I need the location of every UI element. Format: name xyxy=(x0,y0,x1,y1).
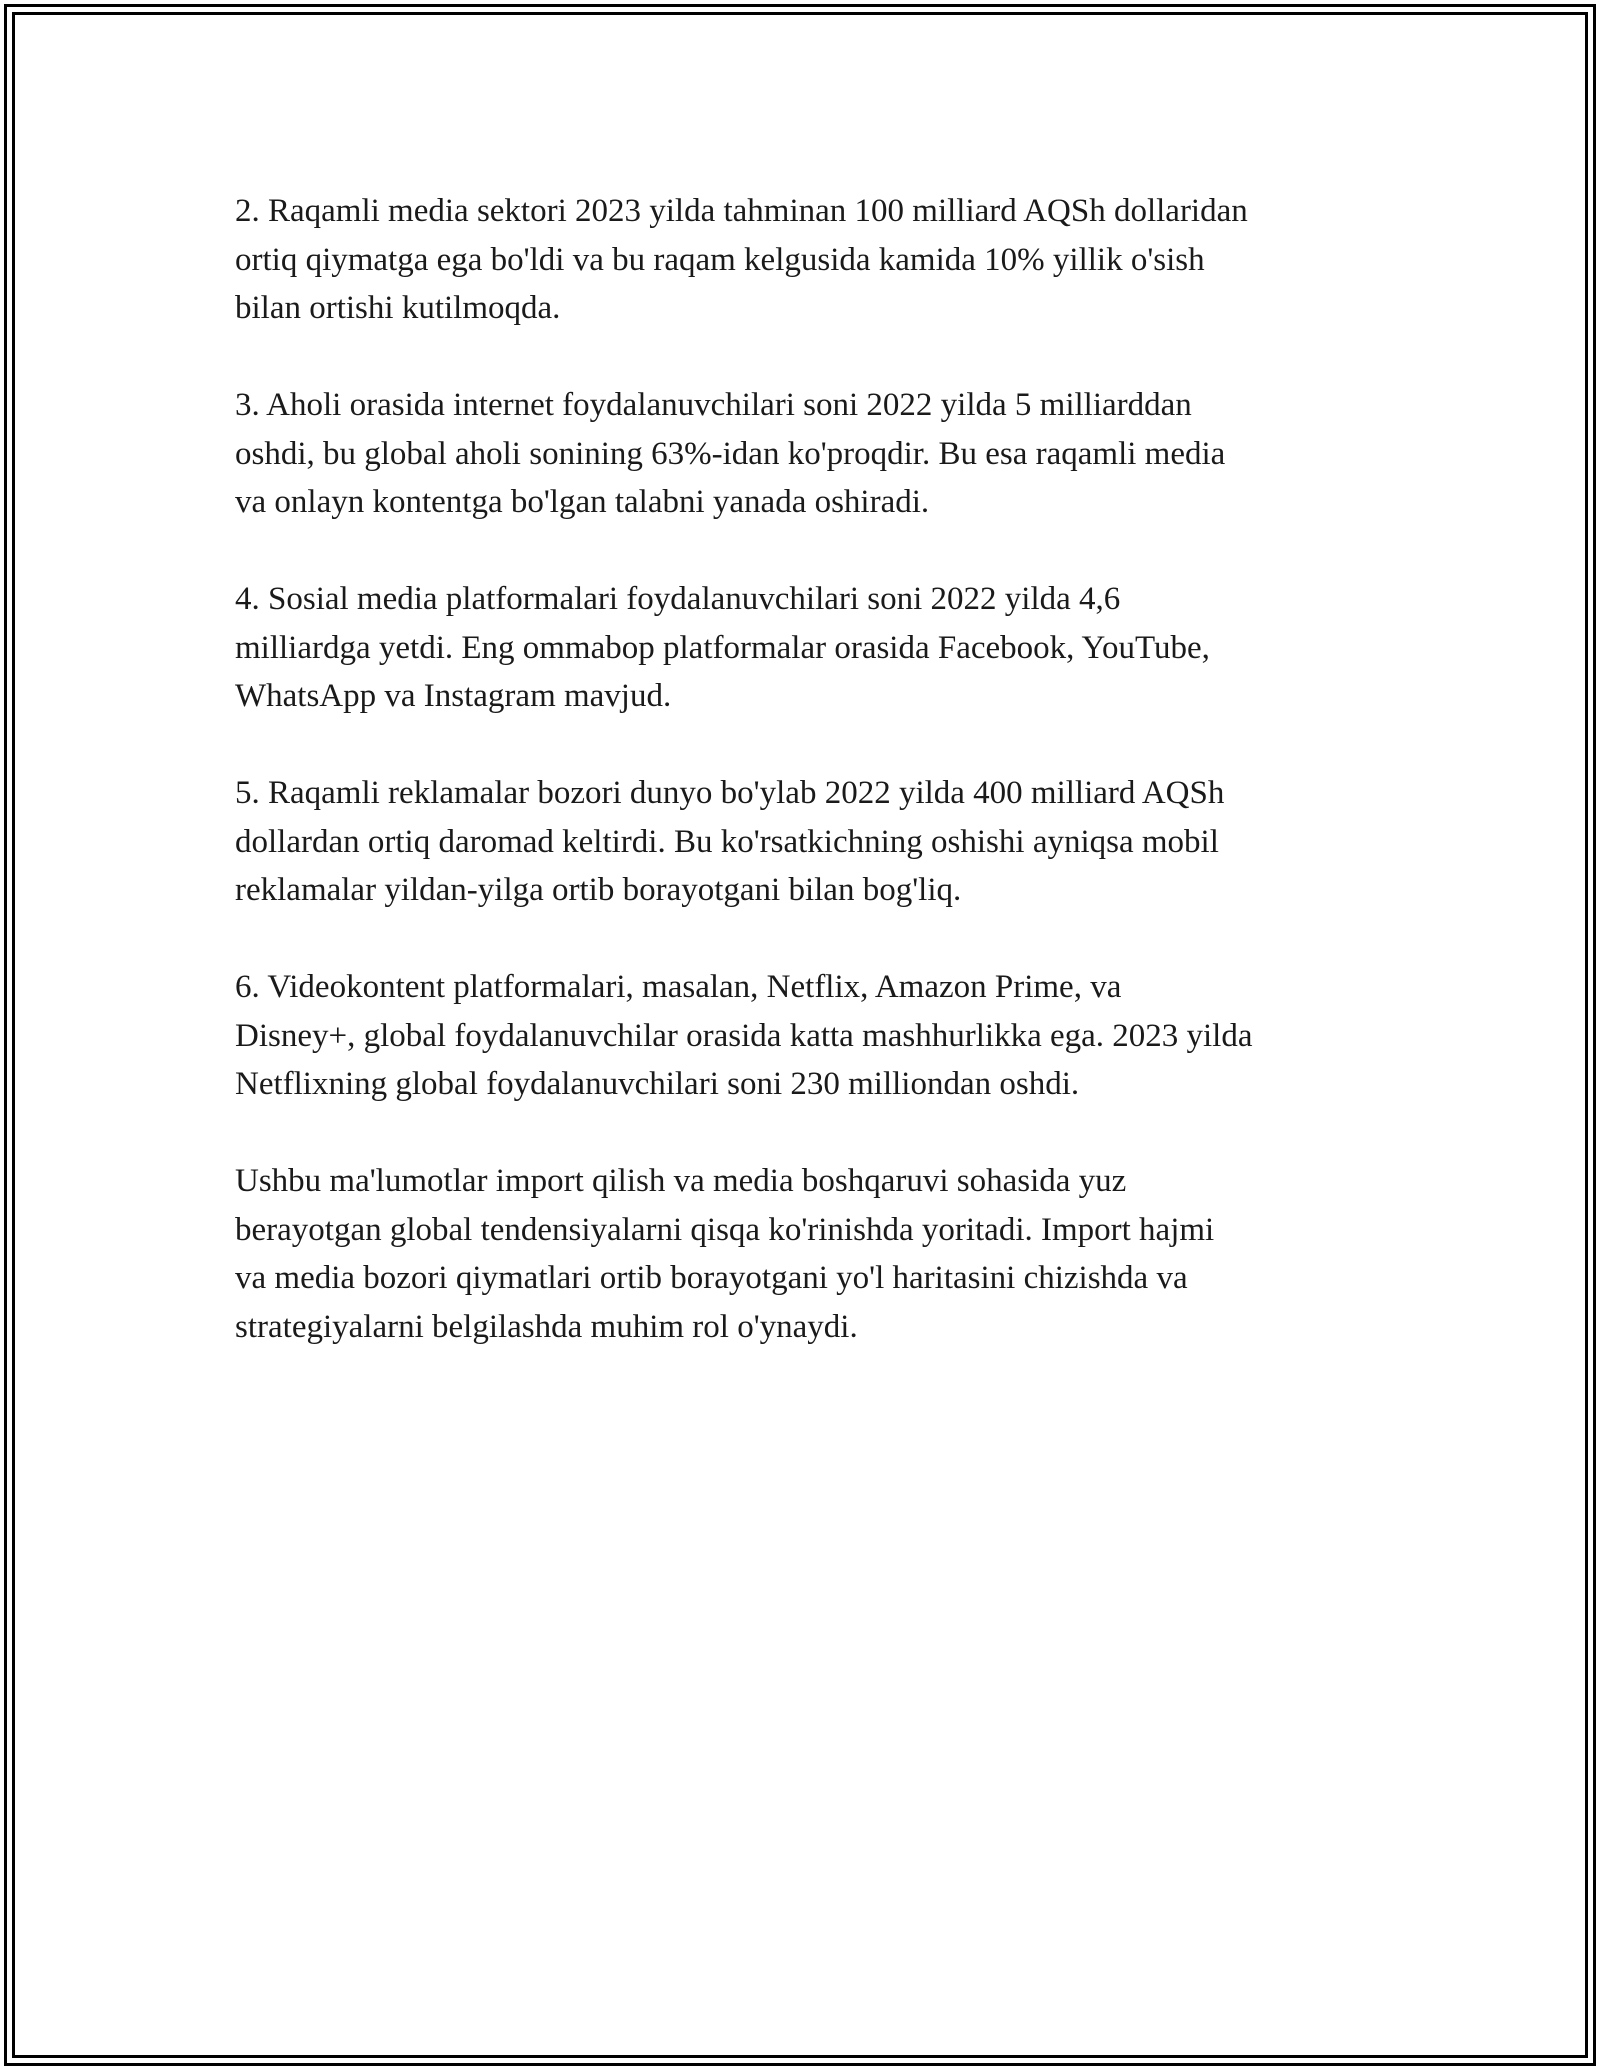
text-line: dollardan ortiq daromad keltirdi. Bu ko'rsatkichning oshishi ayniqsa mobil xyxy=(235,823,1219,860)
paragraph-item-3 xyxy=(235,381,1385,527)
text-line: 5. Raqamli reklamalar bozori dunyo bo'ylab 2022 yilda 400 milliard AQSh xyxy=(235,775,1225,811)
text-line: strategiyalarni belgilashda muhim rol o'ynaydi. xyxy=(235,1308,858,1345)
text-line: Disney+, global foydalanuvchilar orasida katta mashhurlikka ega. 2023 yilda xyxy=(235,1017,1253,1054)
text-line: ortiq qiymatga ega bo'ldi va bu raqam kelgusida kamida 10% yillik o'sish xyxy=(235,241,1205,278)
text-line: Ushbu ma'lumotlar import qilish va media boshqaruvi sohasida yuz xyxy=(235,1163,1127,1199)
text-line: oshdi, bu global aholi sonining 63%-idan ko'proqdir. Bu esa raqamli media xyxy=(235,435,1226,472)
text-line: va onlayn kontentga bo'lgan talabni yanada oshiradi. xyxy=(235,484,930,520)
paragraph-item-4 xyxy=(235,575,1385,721)
text-line: va media bozori qiymatlari ortib borayotgani yo'l haritasini chizishda va xyxy=(235,1260,1188,1296)
text-line: berayotgan global tendensiyalarni qisqa ko'rinishda yoritadi. Import hajmi xyxy=(235,1211,1215,1248)
text-line: bilan ortishi kutilmoqda. xyxy=(235,290,561,326)
text-line: 4. Sosial media platformalari foydalanuvchilari soni 2022 yilda 4,6 xyxy=(235,581,1121,617)
text-line: 6. Videokontent platformalari, masalan, Netflix, Amazon Prime, va xyxy=(235,969,1122,1005)
text-line: 3. Aholi orasida internet foydalanuvchilari soni 2022 yilda 5 milliarddan xyxy=(235,387,1192,423)
paragraph-item-6 xyxy=(235,963,1385,1109)
text-line: reklamalar yildan-yilga ortib borayotgani bilan bog'liq. xyxy=(235,872,962,908)
text-line: milliardga yetdi. Eng ommabop platformalar orasida Facebook, YouTube, xyxy=(235,629,1210,666)
text-line: 2. Raqamli media sektori 2023 yilda tahminan 100 milliard AQSh dollaridan xyxy=(235,193,1248,229)
paragraph-item-5 xyxy=(235,769,1385,915)
document-body xyxy=(235,187,1385,1400)
paragraph-item-2 xyxy=(235,187,1385,333)
text-line: Netflixning global foydalanuvchilari soni 230 milliondan oshdi. xyxy=(235,1066,1080,1102)
paragraph-summary xyxy=(235,1157,1385,1351)
text-line: WhatsApp va Instagram mavjud. xyxy=(235,678,672,714)
